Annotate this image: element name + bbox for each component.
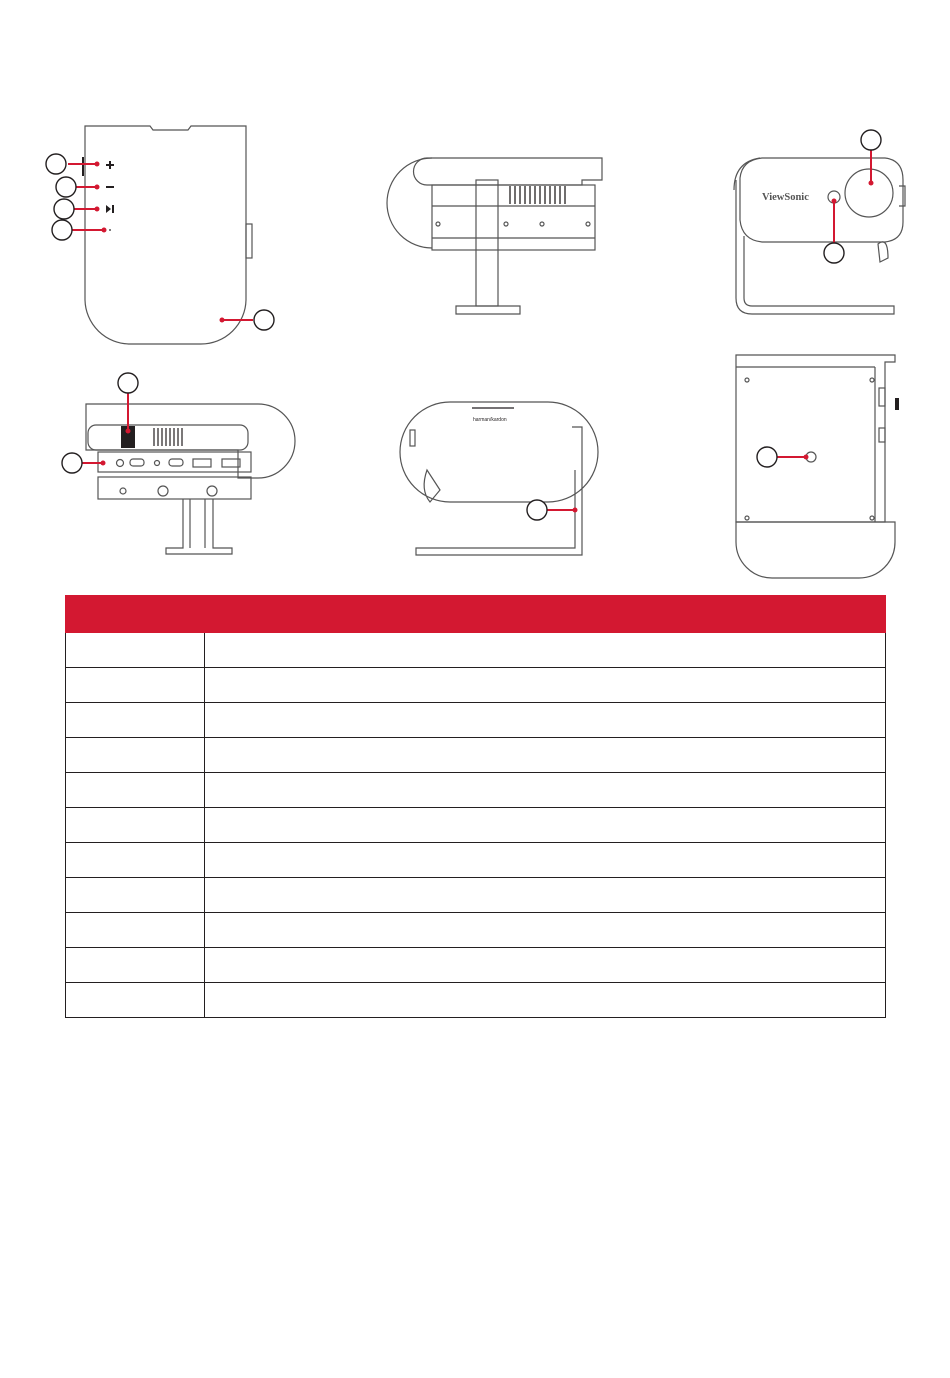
header-cell-description <box>205 596 886 633</box>
table-row <box>66 913 886 948</box>
table-cell-number <box>66 878 205 913</box>
side-view-lying <box>400 402 598 555</box>
callout-10 <box>527 500 547 520</box>
table-row <box>66 948 886 983</box>
header-cell-number <box>66 596 205 633</box>
table-row <box>66 878 886 913</box>
table-row <box>66 808 886 843</box>
callout-3 <box>54 199 74 219</box>
table-row <box>66 773 886 808</box>
bottom-view <box>736 355 899 578</box>
table-row <box>66 983 886 1018</box>
led-indicator-icon <box>109 229 111 231</box>
button-icons <box>106 161 114 231</box>
table-cell-description <box>205 773 886 808</box>
table-cell-description <box>205 948 886 983</box>
play-pause-icon <box>106 205 114 213</box>
harman-kardon-logo: harman/kardon <box>473 417 507 423</box>
callout-11 <box>757 447 777 467</box>
table-row <box>66 668 886 703</box>
table-cell-number <box>66 703 205 738</box>
table-row <box>66 843 886 878</box>
table-cell-number <box>66 913 205 948</box>
table-cell-description <box>205 843 886 878</box>
callout-7 <box>824 243 844 263</box>
table-body <box>66 633 886 1018</box>
table-cell-description <box>205 703 886 738</box>
table-cell-number <box>66 808 205 843</box>
callout-6 <box>861 130 881 150</box>
callouts <box>46 130 881 520</box>
callout-5 <box>254 310 274 330</box>
rear-view <box>86 404 295 554</box>
table-cell-description <box>205 633 886 668</box>
callout-4 <box>52 220 72 240</box>
table-cell-number <box>66 773 205 808</box>
top-view <box>83 126 252 344</box>
parts-table <box>65 595 886 1018</box>
table-cell-number <box>66 633 205 668</box>
callout-9 <box>62 453 82 473</box>
front-view <box>734 158 905 314</box>
table-cell-number <box>66 738 205 773</box>
table-cell-number <box>66 948 205 983</box>
volume-plus-icon <box>106 161 114 169</box>
callout-1 <box>46 154 66 174</box>
viewsonic-logo: ViewSonic <box>762 192 809 203</box>
table-cell-description <box>205 668 886 703</box>
table-row <box>66 633 886 668</box>
projector-diagram <box>0 0 950 600</box>
callout-2 <box>56 177 76 197</box>
table-row <box>66 703 886 738</box>
table-cell-description <box>205 738 886 773</box>
table-cell-number <box>66 843 205 878</box>
table-cell-description <box>205 983 886 1018</box>
table-cell-number <box>66 983 205 1018</box>
table-row <box>66 738 886 773</box>
callout-8 <box>118 373 138 393</box>
table-cell-description <box>205 913 886 948</box>
side-view-upright <box>387 158 602 314</box>
table-header-row <box>66 596 886 633</box>
table-cell-number <box>66 668 205 703</box>
table-cell-description <box>205 808 886 843</box>
table-cell-description <box>205 878 886 913</box>
